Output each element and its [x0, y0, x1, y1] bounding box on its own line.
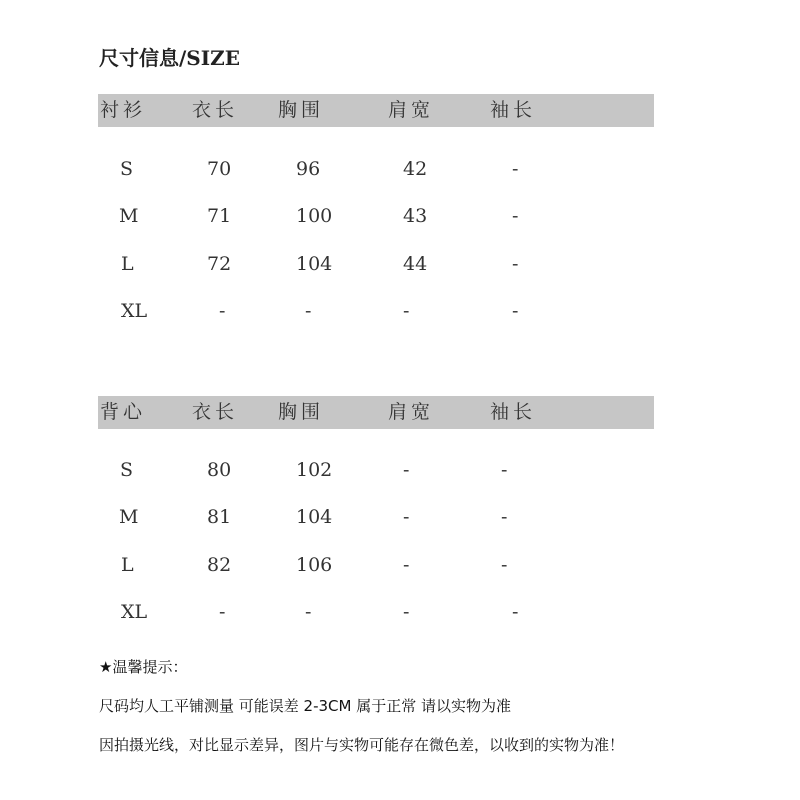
table-cell: 72: [207, 253, 232, 275]
table-cell: XL: [121, 300, 148, 322]
table-cell: 102: [296, 459, 333, 481]
notes-heading: ★温馨提示：: [99, 658, 188, 676]
table-cell: -: [219, 300, 226, 322]
table-cell: -: [403, 300, 410, 322]
table-cell: 44: [403, 253, 428, 275]
table-cell: -: [501, 459, 508, 481]
table-cell: 80: [207, 459, 232, 481]
table-cell: 70: [207, 158, 232, 180]
table-cell: 104: [296, 253, 333, 275]
page-title: 尺寸信息/SIZE: [99, 46, 240, 70]
table-cell: 81: [207, 506, 232, 528]
table-cell: 96: [296, 158, 321, 180]
table-cell: -: [403, 506, 410, 528]
table-cell: -: [501, 506, 508, 528]
table-cell: 100: [296, 205, 333, 227]
table-cell: S: [120, 158, 134, 180]
header-cell: 衬衫: [100, 99, 147, 121]
header-cell: 衣长: [192, 401, 239, 423]
header-cell: 肩宽: [388, 401, 435, 423]
table-cell: -: [501, 554, 508, 576]
table-cell: -: [512, 300, 519, 322]
table-header: [98, 396, 654, 429]
table-cell: -: [512, 601, 519, 623]
table-cell: L: [121, 554, 134, 576]
header-cell: 胸围: [278, 401, 325, 423]
header-cell: 胸围: [278, 99, 325, 121]
table-cell: M: [119, 506, 139, 528]
table-cell: -: [512, 158, 519, 180]
table-cell: -: [305, 601, 312, 623]
header-cell: 袖长: [490, 401, 537, 423]
table-cell: -: [403, 554, 410, 576]
table-cell: -: [305, 300, 312, 322]
notes-line: 因拍摄光线，对比显示差异，图片与实物可能存在微色差，以收到的实物为准！: [99, 736, 625, 754]
notes-line: 尺码均人工平铺测量 可能误差 2-3CM 属于正常 请以实物为准: [99, 697, 511, 715]
table-cell: 106: [296, 554, 333, 576]
table-cell: 71: [207, 205, 232, 227]
table-cell: -: [219, 601, 226, 623]
table-cell: S: [120, 459, 134, 481]
table-cell: 104: [296, 506, 333, 528]
table-cell: -: [403, 459, 410, 481]
table-cell: -: [512, 205, 519, 227]
header-cell: 肩宽: [388, 99, 435, 121]
header-cell: 背心: [100, 401, 147, 423]
table-cell: L: [121, 253, 134, 275]
table-cell: -: [403, 601, 410, 623]
table-cell: 82: [207, 554, 232, 576]
table-cell: 43: [403, 205, 428, 227]
table-cell: -: [512, 253, 519, 275]
header-cell: 袖长: [490, 99, 537, 121]
table-header: [98, 94, 654, 127]
table-cell: M: [119, 205, 139, 227]
table-cell: 42: [403, 158, 428, 180]
header-cell: 衣长: [192, 99, 239, 121]
table-cell: XL: [121, 601, 148, 623]
